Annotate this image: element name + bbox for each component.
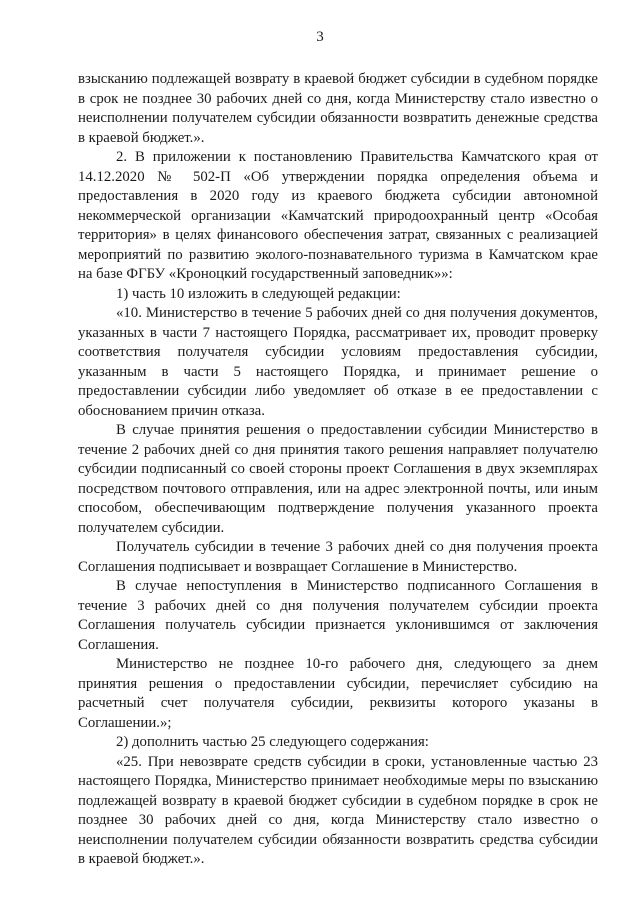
paragraph-7: В случае непоступления в Министерство подписанного Соглашения в течение 3 рабочих дней со дня получения получателем субсидии проекта Соглашения получатель субсидии признается уклонившимся от заключения Соглашения. xyxy=(78,578,598,653)
paragraph-5: В случае принятия решения о предоставлении субсидии Министерство в течение 2 рабочих дней со дня принятия такого решения направляет получателю субсидии подписанный со своей стороны проект Соглашения в двух экземплярах посредством почтового отправления, или на адрес электронной почты, или иным способом, обеспечивающим подтверждение получения указанного проекта получателем субсидии. xyxy=(78,422,598,536)
paragraph-1: взысканию подлежащей возврату в краевой бюджет субсидии в судебном порядке в срок не позднее 30 рабочих дней со дня, когда Министерству стало известно о неисполнении получателем субсидии обязанности возвратить денежные средства в краевой бюджет.». xyxy=(78,71,598,146)
paragraph-6: Получатель субсидии в течение 3 рабочих дней со дня получения проекта Соглашения подписывает и возвращает Соглашение в Министерство. xyxy=(78,539,598,575)
paragraph-9: 2) дополнить частью 25 следующего содержания: xyxy=(116,734,429,750)
paragraph-8: Министерство не позднее 10-го рабочего дня, следующего за днем принятия решения о предоставлении субсидии, перечисляет субсидию на расчетный счет получателя субсидии, реквизиты которого указаны в Соглашении.»; xyxy=(78,656,598,731)
paragraph-10: «25. При невозврате средств субсидии в сроки, установленные частью 23 настоящего Порядка, Министерство принимает необходимые меры по взысканию подлежащей возврату в краевой бюджет субсидии в судебном порядке в срок не позднее 30 рабочих дней со дня, когда Министерству стало известно о неисполнении получателем субсидии обязанности возвратить средства субсидии в краевой бюджет.». xyxy=(78,753,598,867)
paragraph-2: 2. В приложении к постановлению Правительства Камчатского края от 14.12.2020 № 502-П «Об утверждении порядка определения объема и предоставления в 2020 году из краевого бюджета субсидии автономной некоммерческой организации «Камчатский природоохранный центр «Особая территория» в целях финансового обеспечения затрат, связанных с реализацией мероприятий по развитию эколого-познавательного туризма в Камчатском крае на базе ФГБУ «Кроноцкий государственный заповедник»»: xyxy=(78,149,598,282)
paragraph-4: «10. Министерство в течение 5 рабочих дней со дня получения документов, указанных в части 7 настоящего Порядка, рассматривает их, проводит проверку соответствия получателя субсидии условиям предоставления субсидии, указанным в части 5 настоящего Порядка, и принимает решение о предоставлении субсидии либо уведомляет об отказе в ее предоставлении с обоснованием причин отказа. xyxy=(78,305,598,419)
document-body xyxy=(78,70,598,870)
page-number: 3 xyxy=(316,29,324,45)
paragraph-3: 1) часть 10 изложить в следующей редакции: xyxy=(116,285,401,302)
